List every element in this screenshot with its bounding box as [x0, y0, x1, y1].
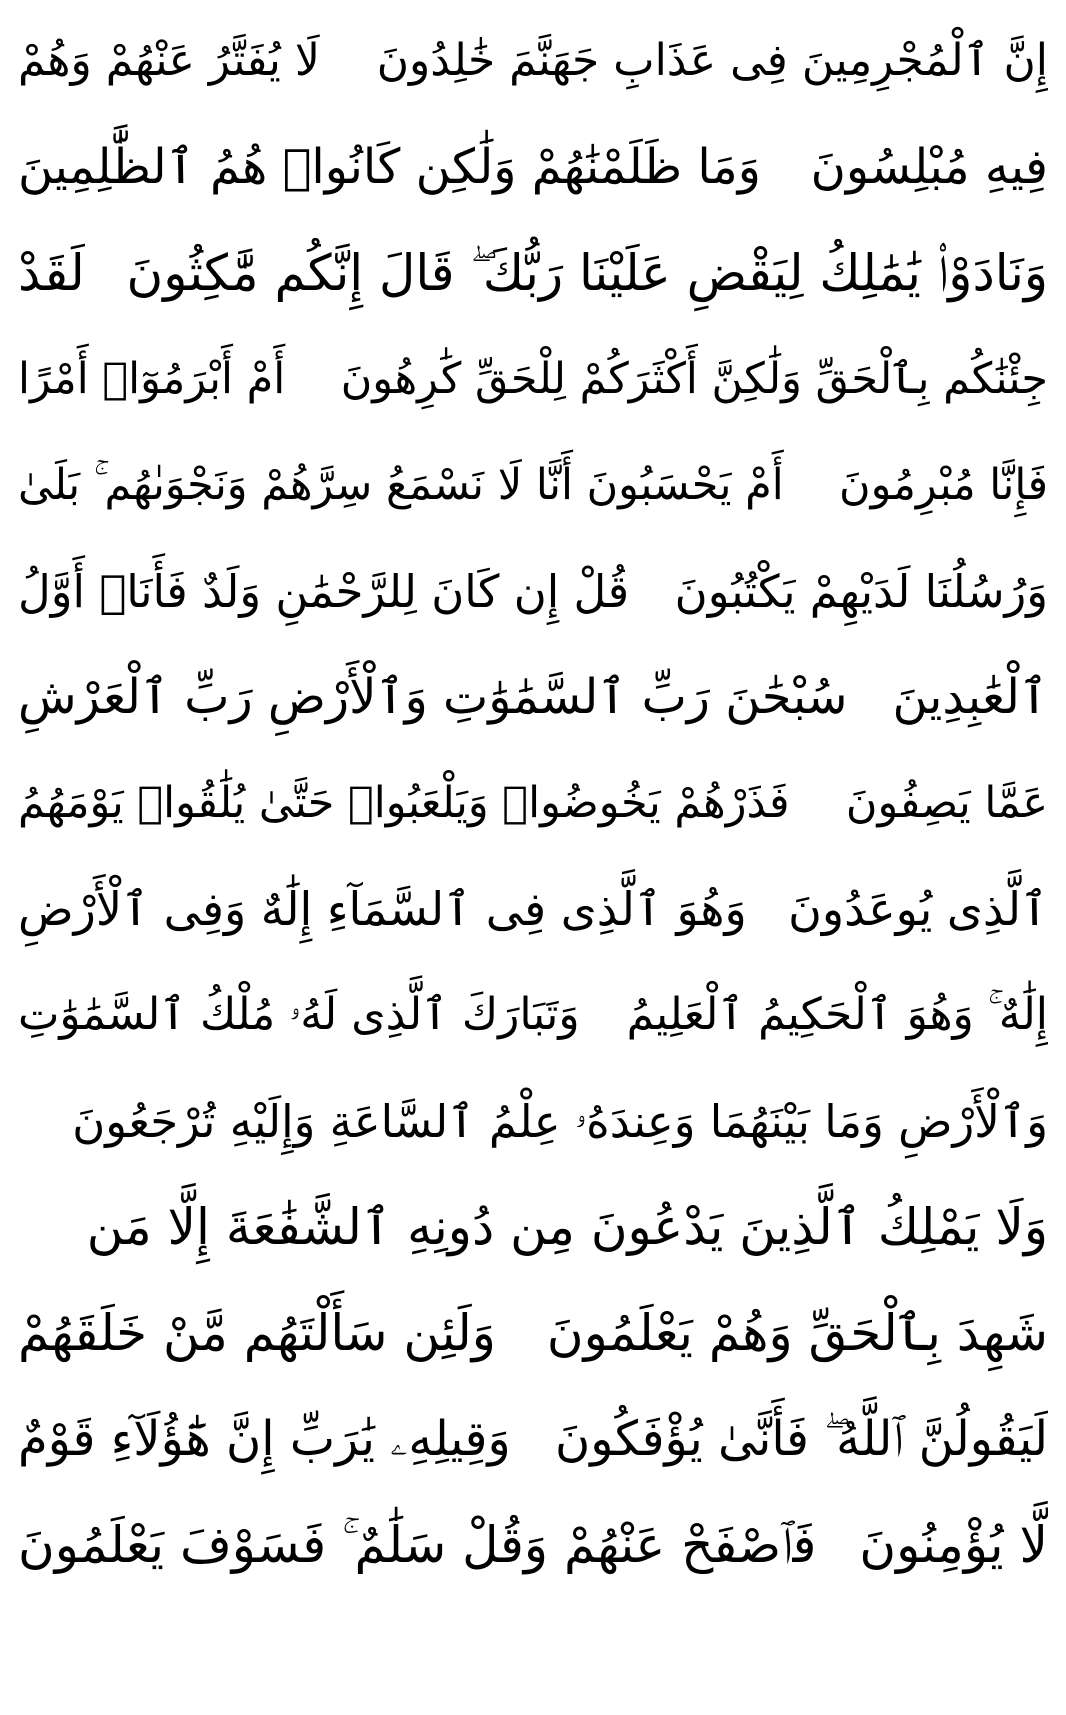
text-line-4	[18, 326, 1048, 432]
line-15-right-segment: لَّا يُؤْمِنُونَ	[859, 1516, 1048, 1574]
line-1-right-segment: إِنَّ ٱلْمُجْرِمِينَ فِى عَذَابِ جَهَنَّمَ خَٰلِدُونَ	[376, 35, 1048, 86]
verse-lines	[18, 8, 1048, 1708]
text-line-2	[18, 114, 1048, 220]
line-4-right-segment: جِئْنَٰكُم بِٱلْحَقِّ وَلَٰكِنَّ أَكْثَرَكُمْ لِلْحَقِّ كَٰرِهُونَ	[340, 353, 1048, 404]
line-12-right-segment: وَلَا يَمْلِكُ ٱلَّذِينَ يَدْعُونَ مِن دُونِهِ ٱلشَّفَٰعَةَ إِلَّا مَن	[86, 1198, 1048, 1256]
text-line-7	[18, 644, 1048, 750]
line-2-right-segment: فِيهِ مُبْلِسُونَ	[810, 139, 1048, 195]
text-line-10	[18, 962, 1048, 1068]
line-4-left-segment: أَمْ أَبْرَمُوٓا۟ أَمْرًا	[18, 353, 286, 404]
line-15-left-segment: فَٱصْفَحْ عَنْهُمْ وَقُلْ سَلَٰمٌ ۚ فَسَوْفَ يَعْلَمُونَ	[18, 1516, 817, 1574]
text-line-8	[18, 750, 1048, 856]
line-8-left-segment: فَذَرْهُمْ يَخُوضُوا۟ وَيَلْعَبُوا۟ حَتَّىٰ يُلَٰقُوا۟ يَوْمَهُمُ	[18, 777, 790, 828]
line-14-left-segment: وَقِيلِهِۦ يَٰرَبِّ إِنَّ هَٰٓؤُلَآءِ قَوْمٌ	[18, 1411, 511, 1467]
line-5-right-segment: فَإِنَّا مُبْرِمُونَ	[839, 459, 1048, 510]
text-line-15	[18, 1492, 1048, 1598]
text-line-6	[18, 538, 1048, 644]
text-line-1	[18, 8, 1048, 114]
line-3-right-segment: وَنَادَوْا۟ يَٰمَٰلِكُ لِيَقْضِ عَلَيْنَا رَبُّكَ ۖ قَالَ إِنَّكُم مَّٰكِثُونَ	[126, 244, 1048, 302]
text-line-11	[18, 1068, 1048, 1174]
line-7-right-segment: ٱلْعَٰبِدِينَ	[892, 669, 1048, 725]
text-line-13	[18, 1280, 1048, 1386]
text-line-12	[18, 1174, 1048, 1280]
text-line-5	[18, 432, 1048, 538]
mushaf-page	[18, 8, 1048, 1708]
line-1-left-segment: لَا يُفَتَّرُ عَنْهُمْ وَهُمْ	[18, 35, 320, 86]
line-2-left-segment: وَمَا ظَلَمْنَٰهُمْ وَلَٰكِن كَانُوا۟ هُمُ ٱلظَّٰلِمِينَ	[18, 139, 761, 195]
line-3-left-segment: لَقَدْ	[18, 244, 85, 302]
line-13-right-segment: شَهِدَ بِٱلْحَقِّ وَهُمْ يَعْلَمُونَ	[546, 1304, 1048, 1362]
line-6-left-segment: قُلْ إِن كَانَ لِلرَّحْمَٰنِ وَلَدٌ فَأَنَا۠ أَوَّلُ	[18, 564, 630, 618]
line-10-right-segment: إِلَٰهٌ ۚ وَهُوَ ٱلْحَكِيمُ ٱلْعَلِيمُ	[626, 989, 1048, 1040]
line-10-left-segment: وَتَبَارَكَ ٱلَّذِى لَهُۥ مُلْكُ ٱلسَّمَٰوَٰتِ	[18, 989, 580, 1040]
line-7-left-segment: سُبْحَٰنَ رَبِّ ٱلسَّمَٰوَٰتِ وَٱلْأَرْضِ رَبِّ ٱلْعَرْشِ	[18, 669, 848, 725]
line-5-left-segment: أَمْ يَحْسَبُونَ أَنَّا لَا نَسْمَعُ سِرَّهُمْ وَنَجْوَىٰهُم ۚ بَلَىٰ	[18, 459, 784, 510]
line-9-left-segment: وَهُوَ ٱلَّذِى فِى ٱلسَّمَآءِ إِلَٰهٌ وَفِى ٱلْأَرْضِ	[18, 882, 747, 936]
line-14-right-segment: لَيَقُولُنَّ ٱللَّهُ ۖ فَأَنَّىٰ يُؤْفَكُونَ	[555, 1411, 1048, 1467]
text-line-3	[18, 220, 1048, 326]
text-line-14	[18, 1386, 1048, 1492]
line-8-right-segment: عَمَّا يَصِفُونَ	[845, 777, 1048, 828]
text-line-9	[18, 856, 1048, 962]
line-9-right-segment: ٱلَّذِى يُوعَدُونَ	[788, 882, 1048, 936]
line-6-right-segment: وَرُسُلُنَا لَدَيْهِمْ يَكْتُبُونَ	[674, 564, 1048, 618]
line-13-left-segment: وَلَئِن سَأَلْتَهُم مَّنْ خَلَقَهُمْ	[18, 1304, 496, 1362]
line-11-right-segment: وَٱلْأَرْضِ وَمَا بَيْنَهُمَا وَعِندَهُۥ عِلْمُ ٱلسَّاعَةِ وَإِلَيْهِ تُرْجَعُونَ	[72, 1094, 1048, 1148]
